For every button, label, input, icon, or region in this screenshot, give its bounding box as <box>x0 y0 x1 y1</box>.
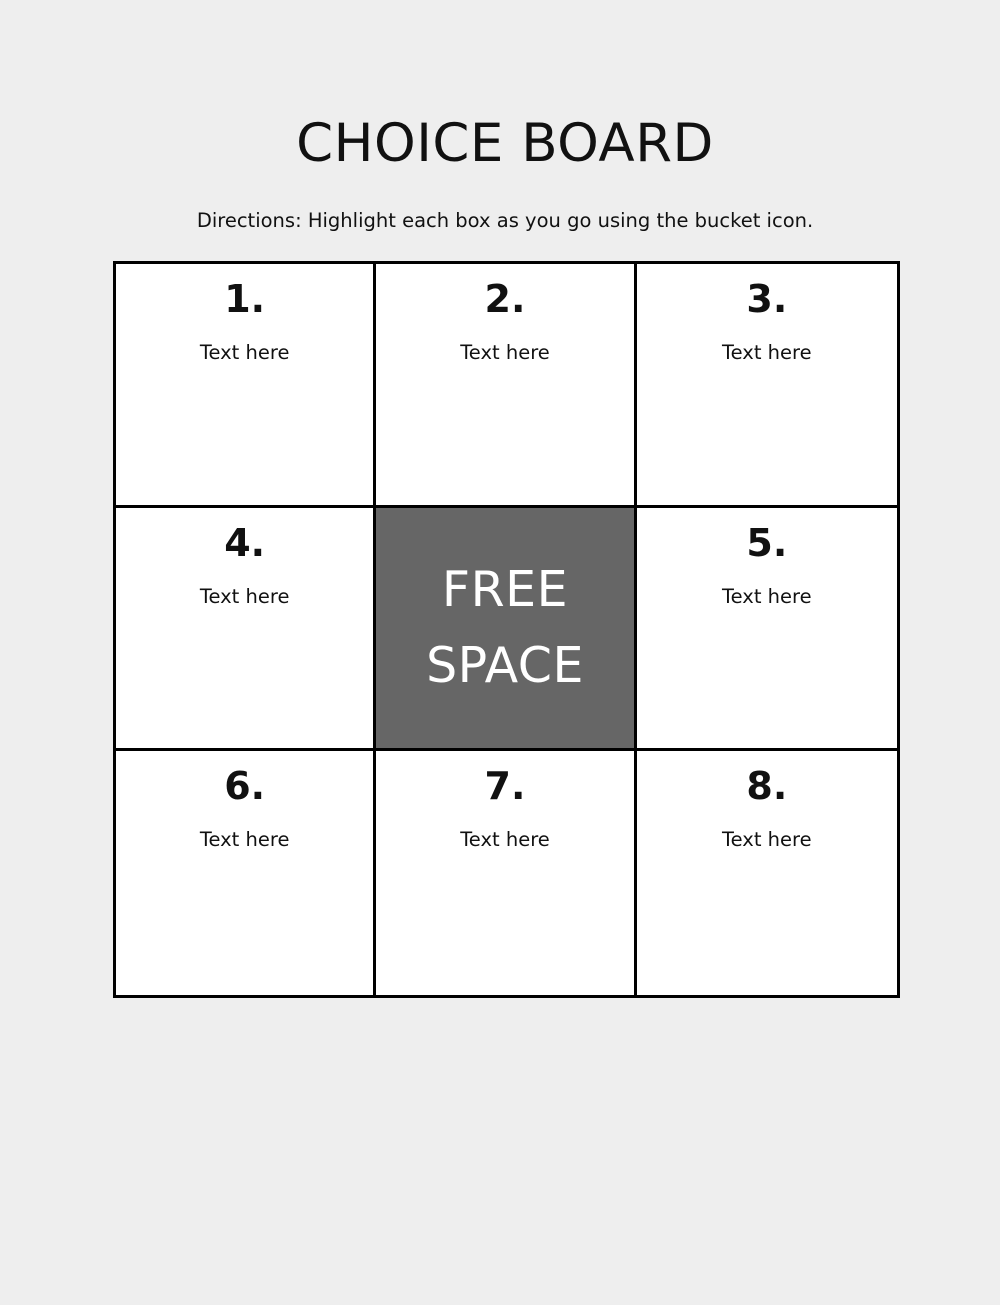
choice-number: 3. <box>746 277 788 321</box>
choice-box-5[interactable] <box>637 508 897 752</box>
choice-board-grid <box>113 261 900 998</box>
free-space-label-line-2: SPACE <box>426 636 584 694</box>
directions-text: Directions: Highlight each box as you go using the bucket icon. <box>196 209 814 232</box>
choice-box-8[interactable] <box>637 751 897 995</box>
choice-box-2[interactable] <box>376 264 636 508</box>
choice-text[interactable]: Text here <box>460 341 550 364</box>
choice-box-1[interactable] <box>116 264 376 508</box>
choice-number: 1. <box>224 277 266 321</box>
choice-box-3[interactable] <box>637 264 897 508</box>
choice-box-4[interactable] <box>116 508 376 752</box>
choice-text[interactable]: Text here <box>722 584 812 608</box>
choice-number: 8. <box>746 764 788 809</box>
choice-number: 2. <box>484 277 526 321</box>
choice-number: 6. <box>224 764 266 809</box>
free-space-box[interactable] <box>376 508 636 752</box>
page-title: CHOICE BOARD <box>296 113 714 174</box>
choice-text[interactable]: Text here <box>722 828 812 852</box>
choice-box-7[interactable] <box>376 751 636 995</box>
choice-text[interactable]: Text here <box>199 828 290 852</box>
choice-text[interactable]: Text here <box>199 584 290 608</box>
choice-text[interactable]: Text here <box>199 341 290 364</box>
free-space-label-line-1: FREE <box>441 560 569 618</box>
choice-text[interactable]: Text here <box>460 828 550 852</box>
choice-number: 7. <box>484 764 526 809</box>
choice-text[interactable]: Text here <box>722 341 812 364</box>
choice-box-6[interactable] <box>116 751 376 995</box>
choice-number: 5. <box>746 520 788 565</box>
choice-number: 4. <box>224 520 266 565</box>
